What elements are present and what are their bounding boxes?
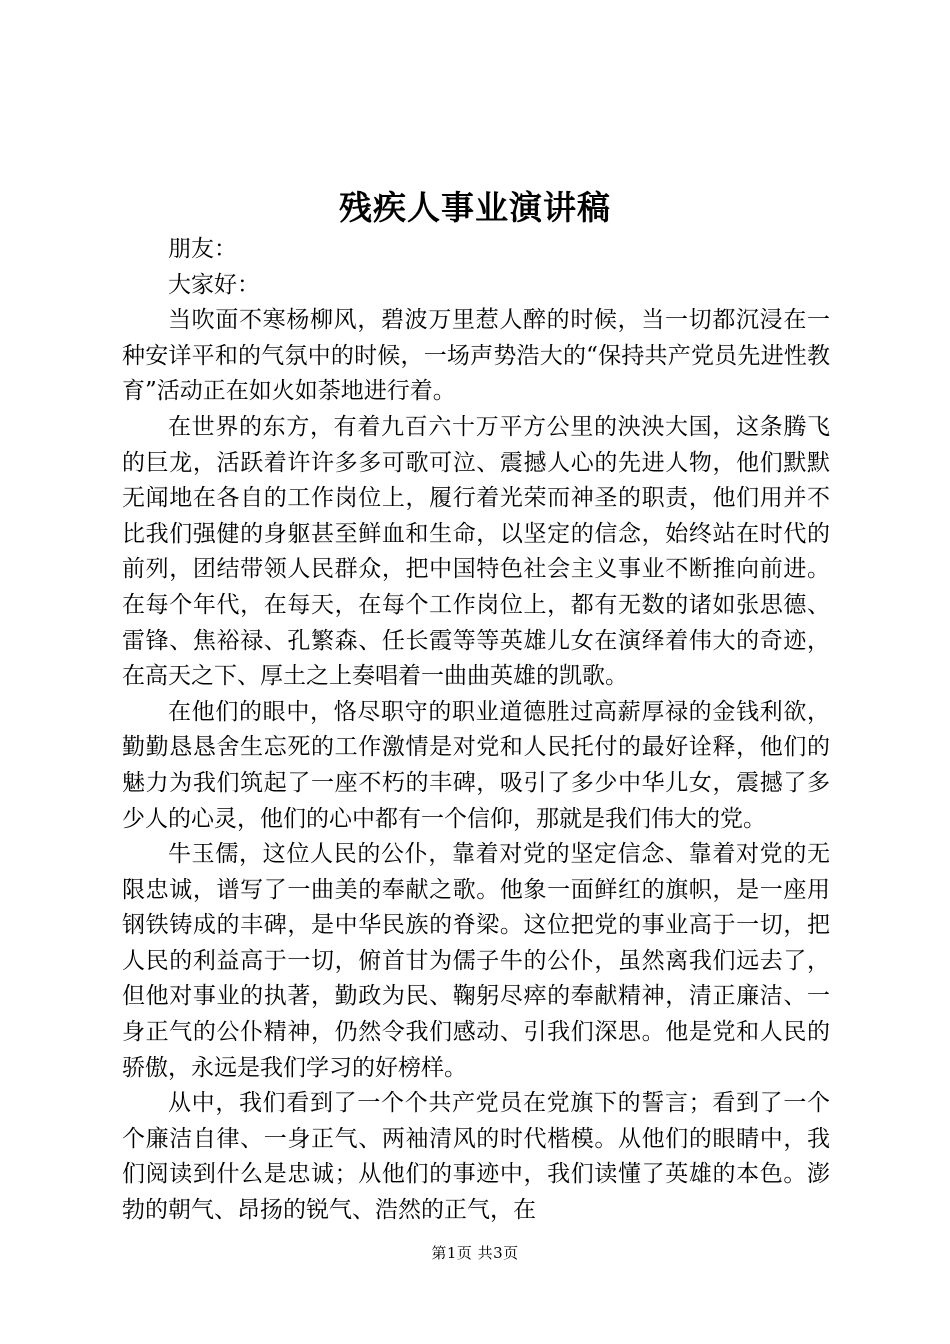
page-number-footer: 第1页 共3页 (431, 1244, 519, 1262)
body-paragraph: 牛玉儒，这位人民的公仆，靠着对党的坚定信念、靠着对党的无限忠诚，谱写了一曲美的奉献之歌。他象一面鲜红的旗帜，是一座用钢铁铸成的丰碑，是中华民族的脊梁。这位把党的事业高于一切，把人民的利益高于一切，俯首甘为儒子牛的公仆，虽然离我们远去了，但他对事业的执著，勤政为民、鞠躬尽瘁的奉献精神，清正廉洁、一身正气的公仆精神，仍然令我们感动、引我们深思。他是党和人民的骄傲，永远是我们学习的好榜样。 (122, 841, 830, 1081)
salutation-line: 朋友： (168, 236, 237, 262)
body-paragraph: 当吹面不寒杨柳风，碧波万里惹人醉的时候，当一切都沉浸在一种安详平和的气氛中的时候，一场声势浩大的“保持共产党员先进性教育”活动正在如火如荼地进行着。 (122, 307, 830, 405)
greeting-line: 大家好： (168, 271, 260, 298)
body-paragraph: 从中，我们看到了一个个共产党员在党旗下的誓言；看到了一个个廉洁自律、一身正气、两袖清风的时代楷模。从他们的眼睛中，我们阅读到什么是忠诚；从他们的事迹中，我们读懂了英雄的本色。澎勃的朝气、昂扬的锐气、浩然的正气，在 (122, 1090, 830, 1224)
body-paragraph: 在他们的眼中，恪尽职守的职业道德胜过高薪厚禄的金钱利欲，勤勤恳恳舍生忘死的工作激情是对党和人民托付的最好诠释，他们的魅力为我们筑起了一座不朽的丰碑，吸引了多少中华儿女，震撼了多少人的心灵，他们的心中都有一个信仰，那就是我们伟大的党。 (122, 698, 830, 832)
document-title: 残疾人事业演讲稿 (339, 188, 611, 227)
body-paragraph: 在世界的东方，有着九百六十万平方公里的泱泱大国，这条腾飞的巨龙，活跃着许许多多可歌可泣、震撼人心的先进人物，他们默默无闻地在各自的工作岗位上，履行着光荣而神圣的职责，他们用并不比我们强健的身躯甚至鲜血和生命，以坚定的信念，始终站在时代的前列，团结带领人民群众，把中国特色社会主义事业不断推向前进。在每个年代，在每天，在每个工作岗位上，都有无数的诸如张思德、雷锋、焦裕禄、孔繁森、任长霞等等英雄儿女在演绎着伟大的奇迹，在高天之下、厚土之上奏唱着一曲曲英雄的凯歌。 (122, 413, 830, 690)
document-body (122, 232, 830, 1229)
